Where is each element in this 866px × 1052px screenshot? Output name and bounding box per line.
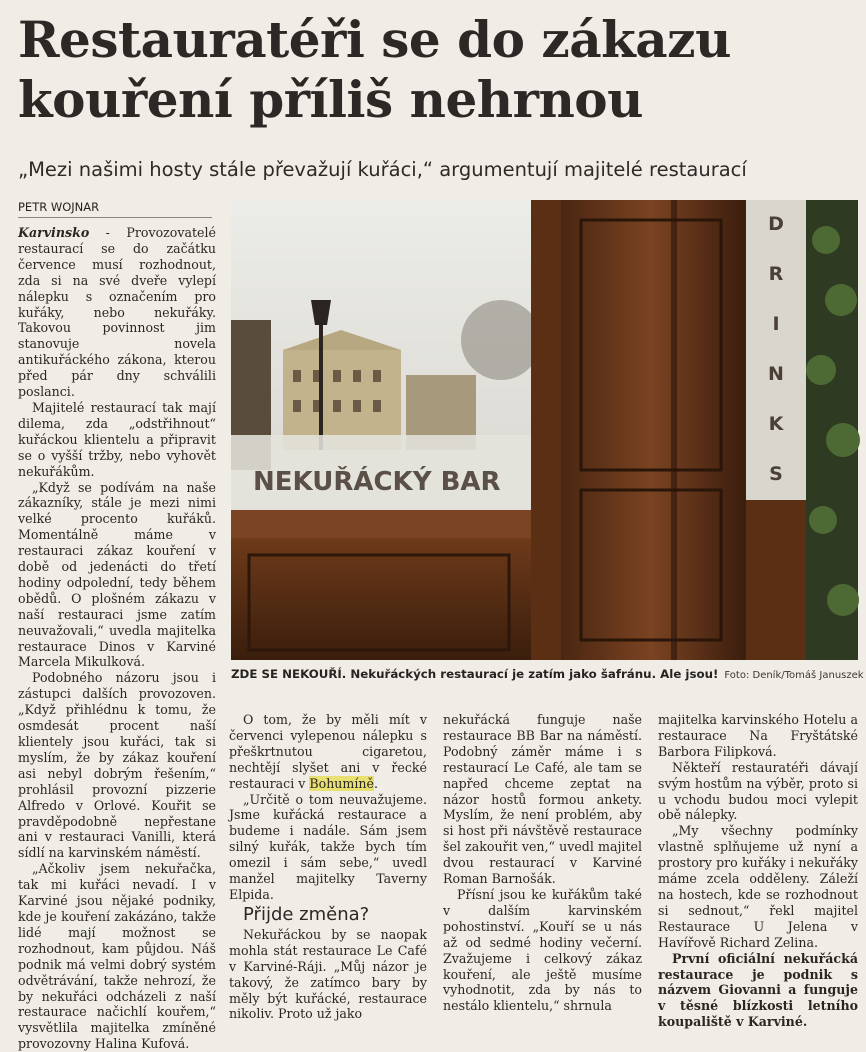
headline-line-2: kouření příliš nehrnou (18, 70, 644, 129)
door-sign-text: S (769, 463, 783, 485)
author-byline: PETR WOJNAR (18, 200, 212, 218)
article-column-4 (658, 712, 858, 1030)
door-sign-text: N (768, 363, 784, 385)
paragraph: „Když se podívám na naše zákazníky, stále je mezi nimi velké procento kuřáků. Momentálně máme v restauraci zákaz kouření v době od jedenácti do třetí hodiny odpolední, tedy během obědů. O plošném zákazu v naší restauraci jsme zatím neuvažovali,“ uvedla majitelka restaurace Dinos v Karviné Marcela Mikulková. (18, 479, 216, 670)
paragraph: „Ačkoliv jsem nekuřačka, tak mi kuřáci nevadí. I v Karviné jsou nějaké podniky, kde je kouření zakázáno, takže lidé mají možnost se rozhodnout, kam půjdou. Náš podnik má velmi dobrý systém odvětrávání, takže nehrozí, že by nekuřáci odcházeli z naší restaurace načichlí kouřem,“ vysvětlila majitelka zmíněné provozovny Halina Kufová. (18, 861, 216, 1052)
paragraph-continued: nekuřácká funguje naše restaurace BB Bar na náměstí. Podobný záměr máme i s restaurací Le Café, ale tam se napřed chceme zeptat na názor hostů formou ankety. Myslím, že není problém, aby si host při návštěvě restaurace šel zakouřit ven,“ uvedl majitel dvou restaurací v Karviné Roman Barnošák. (443, 712, 642, 887)
photo-caption (231, 667, 864, 681)
caption-head: ZDE SE NEKOUŘÍ. (231, 667, 347, 681)
door-sign-text: R (768, 263, 784, 285)
caption-text: Nekuřáckých restaurací je zatím jako šafránu. Ale jsou! (346, 667, 719, 681)
headline (18, 10, 858, 130)
paragraph: Přísní jsou ke kuřákům také v dalším karvinském pohostinství. „Kouří se u nás až od sedmé hodiny večerní. Zvažujeme i celkový zákaz kouření, ale ještě musíme vyhodnotit, zda by nás to nestálo klientelu,“ shrnula (443, 886, 642, 1014)
paragraph (18, 225, 216, 400)
paragraph-continued: majitelka karvinského Hotelu a restaurace Na Fryštátské Barbora Filipková. (658, 712, 858, 759)
paragraph: Nekuřáckou by se naopak mohla stát restaurace Le Café v Karviné-Ráji. „Můj názor je takový, že zatímco bary by měly být kuřácké, restaurace nikoliv. Proto už jako (229, 926, 427, 1022)
paragraph: „Určitě o tom neuvažujeme. Jsme kuřácká restaurace a budeme i nadále. Sám jsem silný kuřák, takže bych tím omezil i sám sebe,“ uvedl manžel majitelky Taverny Elpida. (229, 791, 427, 902)
paragraph-text: . (373, 775, 378, 791)
article-column-3 (443, 712, 642, 1022)
dateline: Karvinsko (18, 225, 90, 240)
article-column-2 (229, 712, 427, 1022)
photo-illustration (231, 200, 858, 660)
door-sign-text: D (768, 213, 784, 235)
photo-restaurant-window (231, 200, 858, 660)
headline-line-1: Restauratéři se do zákazu (18, 10, 731, 69)
door-sign-text: I (772, 313, 780, 335)
paragraph: Někteří restauratéři dávají svým hostům na výběr, proto si u vchodu budou moci vylepit obě nálepky. (658, 759, 858, 823)
paragraph-text: - Provozovatelé restaurací se do začátku července musí rozhodnout, zda si na své dveře vylepí nálepku s označením pro kuřáky, nebo nekuřáky. Takovou povinnost jim stanovuje novela antikuřáckého zákona, kterou před pár dny schválili poslanci. (18, 225, 216, 400)
paragraph: První oficiální nekuřácká restaurace je podnik s názvem Giovanni a funguje v těsné blízkosti letního koupaliště v Karviné. (658, 950, 858, 1030)
highlighted-word: Bohumíně (309, 775, 374, 791)
window-sign-text: NEKUŘÁCKÝ BAR (253, 467, 501, 497)
subheadline: „Mezi našimi hosty stále převažují kuřáci,“ argumentují majitelé restaurací (18, 158, 747, 181)
photo-credit: Foto: Deník/Tomáš Januszek (724, 670, 864, 681)
door-sign-text: K (768, 413, 784, 435)
paragraph: Majitelé restaurací tak mají dilema, zda „odstřihnout“ kuřáckou klientelu a připravit se o vyšší tržby, nebo vyhovět nekuřákům. (18, 399, 216, 479)
article-column-1 (18, 225, 216, 1052)
paragraph-text: O tom, že by měli mít v červenci vylepenou nálepku s přeškrtnutou cigaretou, nechtějí slyšet ani v řecké restauraci v (229, 712, 427, 791)
paragraph (229, 712, 427, 792)
section-heading: Přijde změna? (243, 903, 370, 925)
paragraph: „My všechny podmínky vlastně splňujeme už nyní a prostory pro kuřáky i nekuřáky máme zcela odděleny. Záleží na hostech, kde se rozhodnout si sednout,“ řekl majitel Restaurace U Jelena v Havířově Richard Zelina. (658, 823, 858, 950)
paragraph: Podobného názoru jsou i zástupci dalších provozoven. „Když přihlédnu k tomu, že osmdesát procent naší klientely jsou kuřáci, tak si myslím, že by zákaz kouření asi nebyl dobrým řešením,“ prohlásil provozní pizzerie Alfredo v Orlové. Kouřit se pravděpodobně nepřestane ani v restauraci Vanilli, která sídlí na karvinském náměstí. (18, 670, 216, 861)
